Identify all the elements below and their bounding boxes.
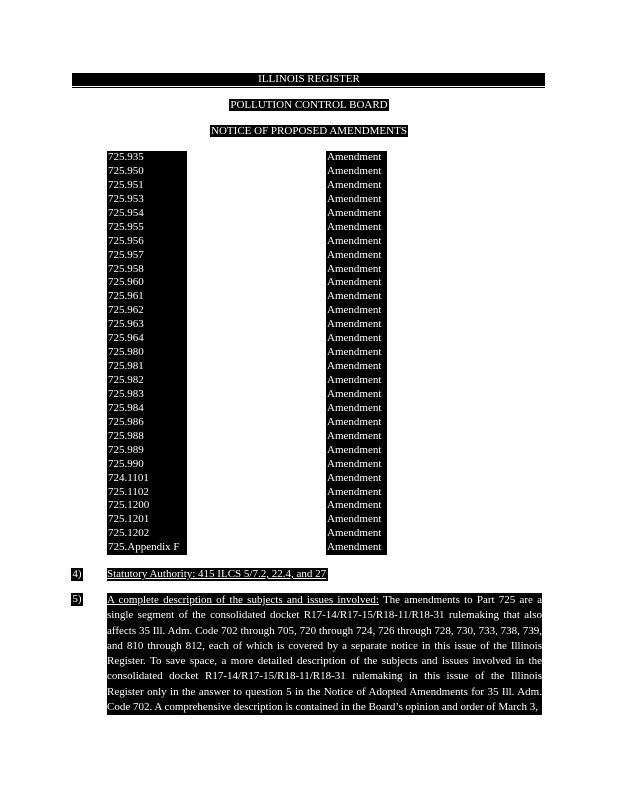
section-action: Amendment (326, 513, 387, 527)
section-action: Amendment (326, 346, 387, 360)
section-number: 725.956 (107, 235, 187, 249)
section-action: Amendment (326, 499, 387, 513)
section-action: Amendment (326, 360, 387, 374)
register-title: ILLINOIS REGISTER (258, 73, 360, 85)
section-row (0, 207, 618, 221)
notice-title: NOTICE OF PROPOSED AMENDMENTS (211, 125, 407, 137)
description-body: The amendments to Part 725 are a single segment of the consolidated docket R17-14/R17-15/R18-11/R18-31 rulemaking that also affects 35 Ill. Adm. Code 702 through 705, 720 through 724, 726 through 728, 730, 733, 738, 739, and 810 through 812, each of which is covered by a separate notice in this issue of the Illinois Register. To save space, a more detailed description of the subjects and issues involved in the consolidated docket R17-14/R17-15/R18-11/R18-31 rulemaking in this issue of the Illinois Register only in the answer to question 5 in the Notice of Adopted Amendments for 35 Ill. Adm. Code 702. A comprehensive description is contained in the Board’s opinion and order of March 3, (107, 594, 542, 714)
section-number: 725.953 (107, 193, 187, 207)
section-number: 725.964 (107, 332, 187, 346)
section-action: Amendment (326, 193, 387, 207)
section-number: 725.1200 (107, 499, 187, 513)
section-number: 725.1202 (107, 527, 187, 541)
section-row (0, 318, 618, 332)
section-number: 725.990 (107, 458, 187, 472)
section-row (0, 346, 618, 360)
section-row (0, 416, 618, 430)
section-action: Amendment (326, 444, 387, 458)
section-row (0, 444, 618, 458)
section-number: 725.988 (107, 430, 187, 444)
section-number: 725.1102 (107, 486, 187, 500)
section-number: 725.960 (107, 276, 187, 290)
section-number: 725.981 (107, 360, 187, 374)
section-row (0, 276, 618, 290)
section-action: Amendment (326, 541, 387, 555)
section-row (0, 458, 618, 472)
section-number: 725.983 (107, 388, 187, 402)
section-number: 725.957 (107, 249, 187, 263)
section-row (0, 472, 618, 486)
section-action: Amendment (326, 249, 387, 263)
section-number: 725.935 (107, 151, 187, 165)
section-number: 725.950 (107, 165, 187, 179)
section-action: Amendment (326, 290, 387, 304)
section-action: Amendment (326, 416, 387, 430)
section-number: 725.955 (107, 221, 187, 235)
section-row (0, 263, 618, 277)
section-number: 725.951 (107, 179, 187, 193)
section-row (0, 151, 618, 165)
section-number: 725.986 (107, 416, 187, 430)
section-number: 725.962 (107, 304, 187, 318)
section-number: 725.954 (107, 207, 187, 221)
section-row (0, 499, 618, 513)
section-action: Amendment (326, 207, 387, 221)
section-row (0, 193, 618, 207)
section-action: Amendment (326, 402, 387, 416)
section-number: 725.Appendix F (107, 541, 187, 555)
section-row (0, 541, 618, 555)
section-row (0, 179, 618, 193)
section-action: Amendment (326, 374, 387, 388)
section-row (0, 388, 618, 402)
section-action: Amendment (326, 486, 387, 500)
section-row (0, 486, 618, 500)
section-action: Amendment (326, 458, 387, 472)
section-row (0, 513, 618, 527)
section-number: 725.982 (107, 374, 187, 388)
statutory-authority: Statutory Authority: 415 ILCS 5/7.2, 22.4, and 27 (107, 568, 327, 580)
section-row (0, 527, 618, 541)
section-number: 725.984 (107, 402, 187, 416)
section-action: Amendment (326, 165, 387, 179)
section-action: Amendment (326, 472, 387, 486)
item-4-number: 4) (72, 568, 82, 580)
section-action: Amendment (326, 304, 387, 318)
section-number: 724.1101 (107, 472, 187, 486)
section-number: 725.980 (107, 346, 187, 360)
section-row (0, 360, 618, 374)
section-action: Amendment (326, 276, 387, 290)
section-row (0, 332, 618, 346)
section-row (0, 249, 618, 263)
sections-table (0, 151, 618, 555)
section-number: 725.963 (107, 318, 187, 332)
section-row (0, 374, 618, 388)
section-number: 725.1201 (107, 513, 187, 527)
section-row (0, 235, 618, 249)
section-number: 725.961 (107, 290, 187, 304)
section-action: Amendment (326, 332, 387, 346)
section-row (0, 402, 618, 416)
section-row (0, 430, 618, 444)
section-action: Amendment (326, 318, 387, 332)
section-action: Amendment (326, 430, 387, 444)
section-action: Amendment (326, 179, 387, 193)
section-action: Amendment (326, 263, 387, 277)
section-row (0, 304, 618, 318)
section-number: 725.989 (107, 444, 187, 458)
section-action: Amendment (326, 235, 387, 249)
section-action: Amendment (326, 221, 387, 235)
section-action: Amendment (326, 527, 387, 541)
description-paragraph (107, 593, 542, 715)
board-title: POLLUTION CONTROL BOARD (230, 99, 388, 111)
description-heading: A complete description of the subjects and issues involved: (107, 594, 379, 606)
section-row (0, 221, 618, 235)
section-row (0, 165, 618, 179)
section-action: Amendment (326, 151, 387, 165)
section-row (0, 290, 618, 304)
section-action: Amendment (326, 388, 387, 402)
item-5-number: 5) (72, 593, 82, 605)
section-number: 725.958 (107, 263, 187, 277)
